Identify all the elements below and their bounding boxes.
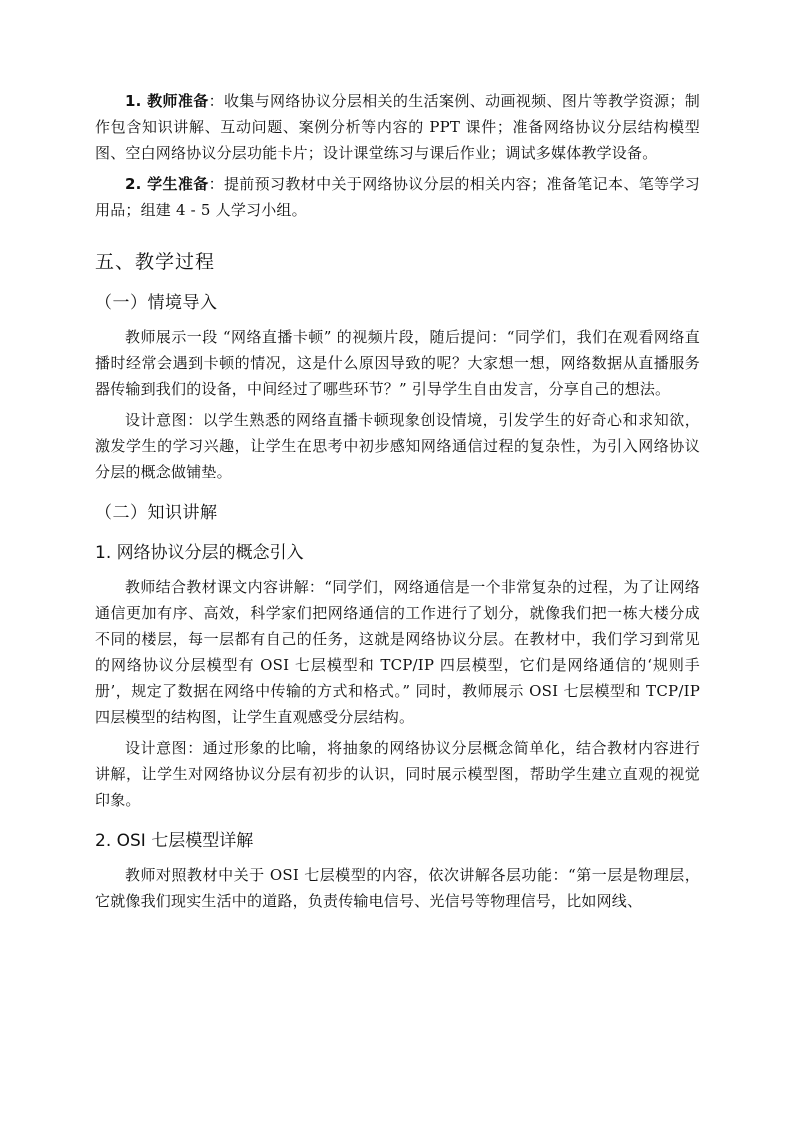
heading-layering-concept: 1. 网络协议分层的概念引入 <box>95 543 304 563</box>
teacher-prep-paragraph <box>95 88 700 166</box>
subsection-heading-knowledge: （二）知识讲解 <box>95 503 218 523</box>
layering-design-intent: 设计意图：通过形象的比喻，将抽象的网络协议分层概念简单化，结合教材内容进行讲解，让学生对网络协议分层有初步的认识，同时展示模型图，帮助学生建立直观的视觉印象。 <box>95 739 700 809</box>
layering-concept-paragraph: 教师结合教材课文内容讲解：“同学们，网络通信是一个非常复杂的过程，为了让网络通信更加有序、高效，科学家们把网络通信的工作进行了划分，就像我们把一栋大楼分成不同的楼层，每一层都有自己的任务，这就是网络协议分层。在教材中，我们学习到常见的网络协议分层模型有 OSI 七层模型和 TCP/IP 四层模型，它们是网络通信的‘规则手册’，规定了数据在网络中传输的方式和格式。” 同时，教师展示 OSI 七层模型和 TCP/IP 四层模型的结构图，让学生直观感受分层结构。 <box>95 578 700 726</box>
scenario-design-intent: 设计意图：以学生熟悉的网络直播卡顿现象创设情境，引发学生的好奇心和求知欲，激发学生的学习兴趣，让学生在思考中初步感知网络通信过程的复杂性，为引入网络协议分层的概念做铺垫。 <box>95 411 700 481</box>
teacher-prep-label: 1. 教师准备 <box>125 92 209 110</box>
heading-osi-model: 2. OSI 七层模型详解 <box>95 831 254 851</box>
osi-model-paragraph: 教师对照教材中关于 OSI 七层模型的内容，依次讲解各层功能：“第一层是物理层，它就像我们现实生活中的道路，负责传输电信号、光信号等物理信号，比如网线、 <box>95 866 700 910</box>
student-prep-paragraph <box>95 171 700 223</box>
section-heading-teaching-process: 五、教学过程 <box>95 251 216 273</box>
student-prep-label: 2. 学生准备 <box>125 175 209 193</box>
subsection-heading-scenario-intro: （一）情境导入 <box>95 293 218 313</box>
student-prep-text: ：提前预习教材中关于网络协议分层的相关内容；准备笔记本、笔等学习用品；组建 4 - 5 人学习小组。 <box>95 175 701 219</box>
document-page <box>95 88 700 919</box>
teacher-prep-text: ：收集与网络协议分层相关的生活案例、动画视频、图片等教学资源；制作包含知识讲解、互动问题、案例分析等内容的 PPT 课件；准备网络协议分层结构模型图、空白网络协议分层功能卡片；设计课堂练习与课后作业；调试多媒体教学设备。 <box>95 92 701 162</box>
scenario-paragraph: 教师展示一段 “网络直播卡顿” 的视频片段，随后提问：“同学们，我们在观看网络直播时经常会遇到卡顿的情况，这是什么原因导致的呢？大家想一想，网络数据从直播服务器传输到我们的设备，中间经过了哪些环节？” 引导学生自由发言，分享自己的想法。 <box>95 328 700 398</box>
